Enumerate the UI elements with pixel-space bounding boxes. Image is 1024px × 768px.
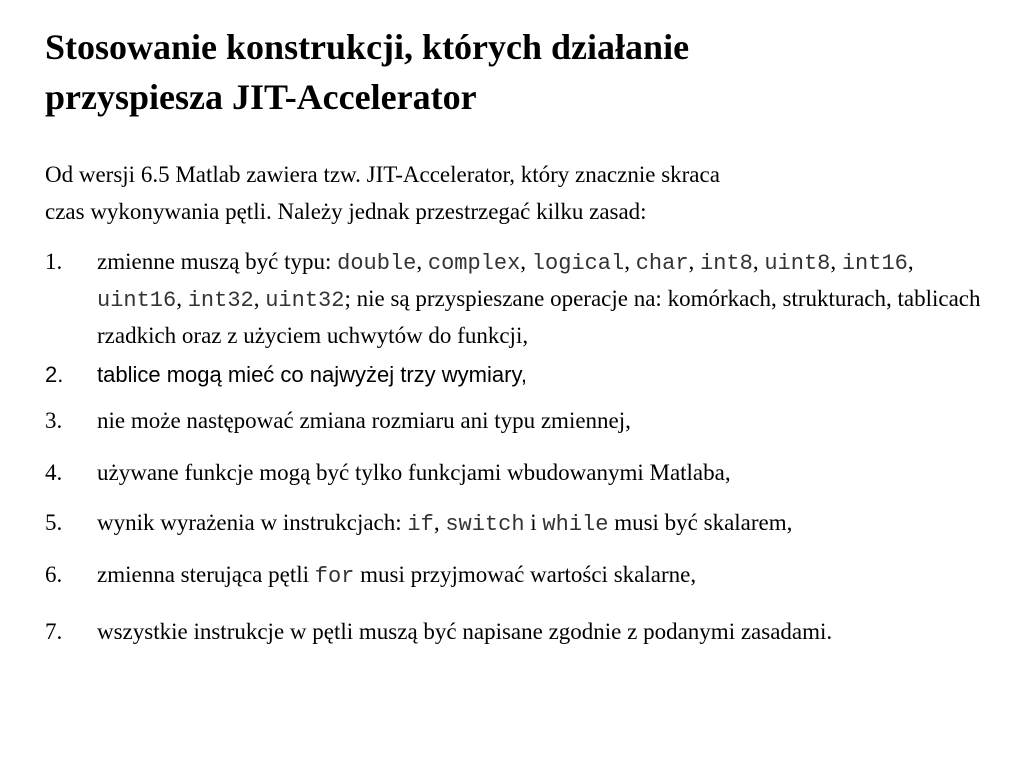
type-keyword: int8 <box>700 251 753 276</box>
list-item <box>45 357 985 392</box>
list-item-number: 2. <box>45 362 64 387</box>
separator: , <box>416 249 428 274</box>
list-item <box>45 614 985 649</box>
list-item-text: używane funkcje mogą być tylko funkcjami wbudowanymi Matlaba, <box>97 460 731 485</box>
separator: , <box>830 249 842 274</box>
slide-title <box>45 22 995 122</box>
separator: , <box>688 249 701 274</box>
list-item-number: 5. <box>45 510 63 535</box>
separator: , <box>433 510 446 535</box>
separator: , <box>624 249 636 274</box>
type-keyword: char <box>635 251 689 276</box>
list-item-number: 6. <box>45 562 63 587</box>
separator: , <box>520 249 532 274</box>
type-keyword: uint8 <box>764 251 831 276</box>
rules-list <box>45 244 985 649</box>
list-item-number: 4. <box>45 460 63 485</box>
list-item-number: 7. <box>45 619 63 644</box>
list-item-text: wszystkie instrukcje w pętli muszą być napisane zgodnie z podanymi zasadami. <box>97 619 833 644</box>
list-item-text: zmienne muszą być typu: <box>97 249 338 274</box>
list-item-text: zmienna sterująca pętli <box>97 562 315 587</box>
type-keyword: uint16 <box>97 288 177 313</box>
list-item-text: tablice mogą mieć co najwyżej trzy wymiary, <box>97 362 527 387</box>
list-item-number: 3. <box>45 408 63 433</box>
list-item-text: nie może następować zmiana rozmiaru ani typu zmiennej, <box>97 408 631 433</box>
keyword-switch: switch <box>445 512 525 537</box>
type-keyword: double <box>337 251 417 276</box>
intro-paragraph <box>45 156 945 230</box>
conjunction: i <box>524 510 543 535</box>
type-keyword: int16 <box>841 251 908 276</box>
list-item <box>45 557 985 594</box>
list-item-number: 1. <box>45 249 63 274</box>
keyword-for: for <box>314 564 355 589</box>
separator: , <box>253 286 266 311</box>
list-item-text: ; nie są przyspieszane operacje na: komórkach, strukturach, tablicach rzadkich oraz z użyciem uchwytów do funkcji, <box>97 286 981 348</box>
list-item <box>45 403 985 438</box>
list-item-text: wynik wyrażenia w instrukcjach: <box>97 510 408 535</box>
list-item <box>45 244 985 353</box>
list-item <box>45 505 985 542</box>
title-line-2: przyspiesza JIT-Accelerator <box>45 77 477 117</box>
separator: , <box>176 286 188 311</box>
type-keyword: uint32 <box>265 288 345 313</box>
list-item-text: musi przyjmować wartości skalarne, <box>354 562 697 587</box>
list-item-text: musi być skalarem, <box>608 510 793 535</box>
type-keyword: complex <box>427 251 521 276</box>
keyword-if: if <box>407 512 434 537</box>
type-keyword: int32 <box>187 288 254 313</box>
intro-line-1: Od wersji 6.5 Matlab zawiera tzw. JIT-Accelerator, który znacznie skraca <box>45 162 720 187</box>
separator: , <box>752 249 765 274</box>
intro-line-2: czas wykonywania pętli. Należy jednak przestrzegać kilku zasad: <box>45 199 647 224</box>
keyword-while: while <box>542 512 609 537</box>
type-keyword: logical <box>531 251 625 276</box>
list-item <box>45 455 985 490</box>
separator: , <box>907 249 914 274</box>
title-line-1: Stosowanie konstrukcji, których działanie <box>45 27 690 67</box>
